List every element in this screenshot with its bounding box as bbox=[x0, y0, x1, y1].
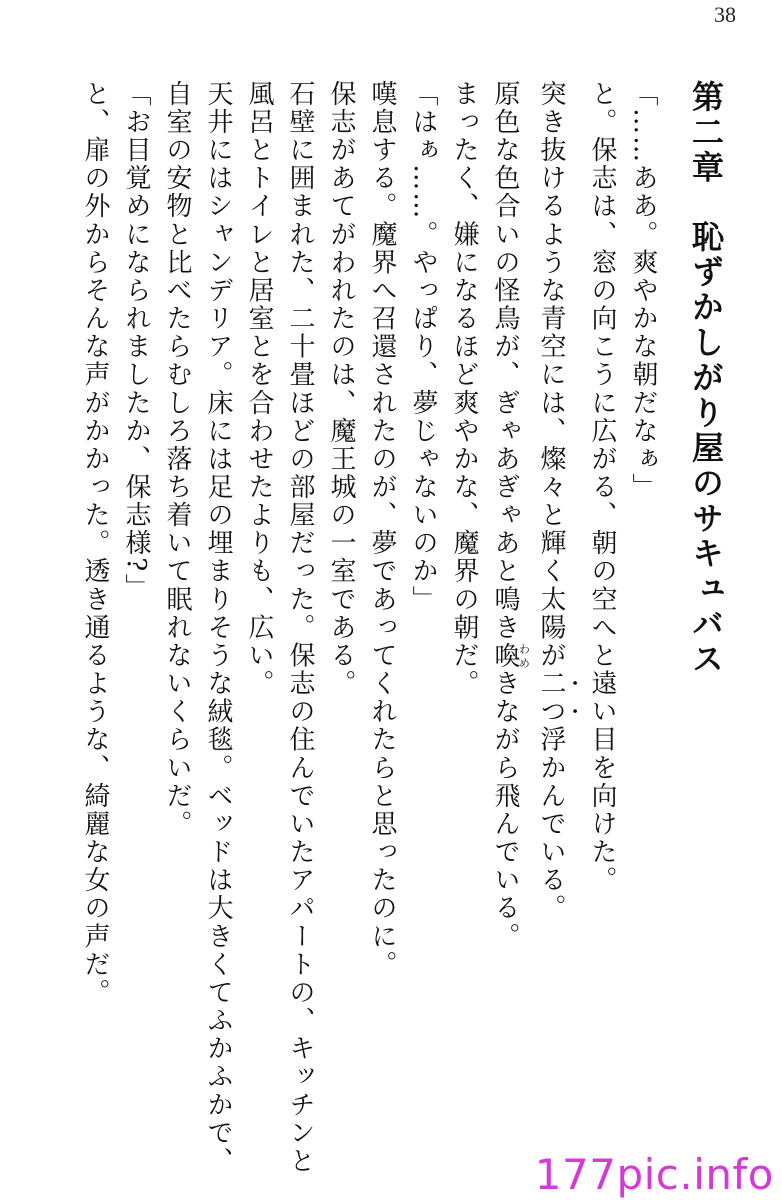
paragraph: 「お目覚めになられましたか、保志様?」 bbox=[121, 80, 151, 602]
paragraph: 「はぁ……。やっぱり、夢じゃないのか」 bbox=[408, 80, 438, 614]
novel-body-text bbox=[74, 80, 726, 1176]
paragraph bbox=[530, 80, 581, 1130]
paragraph: 「……ああ。爽やかな朝だなぁ」 bbox=[628, 80, 658, 502]
paragraph: 風呂とトイレと居室とを合わせたよりも、広い。 bbox=[244, 80, 274, 698]
page-number: 38 bbox=[714, 2, 736, 27]
ruby-base: 喚 bbox=[490, 641, 520, 670]
paragraph: 嘆息する。魔界へ召還されたのが、夢であってくれたらと思ったのに。 bbox=[367, 80, 397, 979]
chapter-title: 恥ずかしがり屋のサキュバス bbox=[687, 219, 725, 678]
paragraph-text: きながら飛んでいる。 bbox=[490, 669, 520, 951]
paragraph: 保志があてがわれたのは、魔王城の一室である。 bbox=[326, 80, 356, 698]
chapter-number: 第二章 bbox=[687, 80, 725, 186]
paragraph: と、扉の外からそんな声がかかった。透き通るような、綺麗な女の声だ。 bbox=[80, 80, 110, 1007]
paragraph-text: 突き抜けるような青空には、燦々と輝く太陽が bbox=[536, 80, 566, 670]
paragraph-text: 浮かんでいる。 bbox=[536, 725, 566, 923]
ruby-annotation bbox=[490, 641, 531, 670]
watermark: 177pic.info bbox=[534, 1150, 774, 1199]
ruby-reading: わめ bbox=[517, 641, 531, 670]
paragraph: まったく、嫌になるほど爽やかな、魔界の朝だ。 bbox=[449, 80, 479, 698]
paragraph: 自室の安物と比べたらむしろ落ち着いて眠れないくらいだ。 bbox=[162, 80, 192, 839]
emphasized-text: 二つ bbox=[536, 669, 566, 726]
paragraph: と。保志は、窓の向こうに広がる、朝の空へと遠い目を向けた。 bbox=[587, 80, 617, 895]
paragraph-text: 原色な色合いの怪鳥が、ぎゃあぎゃあと鳴き bbox=[490, 80, 520, 642]
paragraph bbox=[484, 80, 530, 1130]
paragraph: 天井にはシャンデリア。床には足の埋まりそうな絨毯。ベッドは大きくてふかふかで、 bbox=[203, 80, 233, 1176]
paragraph: 石壁に囲まれた、二十畳ほどの部屋だった。保志の住んでいたアパートの、キッチンと bbox=[285, 80, 315, 1176]
chapter-heading bbox=[685, 80, 726, 1130]
